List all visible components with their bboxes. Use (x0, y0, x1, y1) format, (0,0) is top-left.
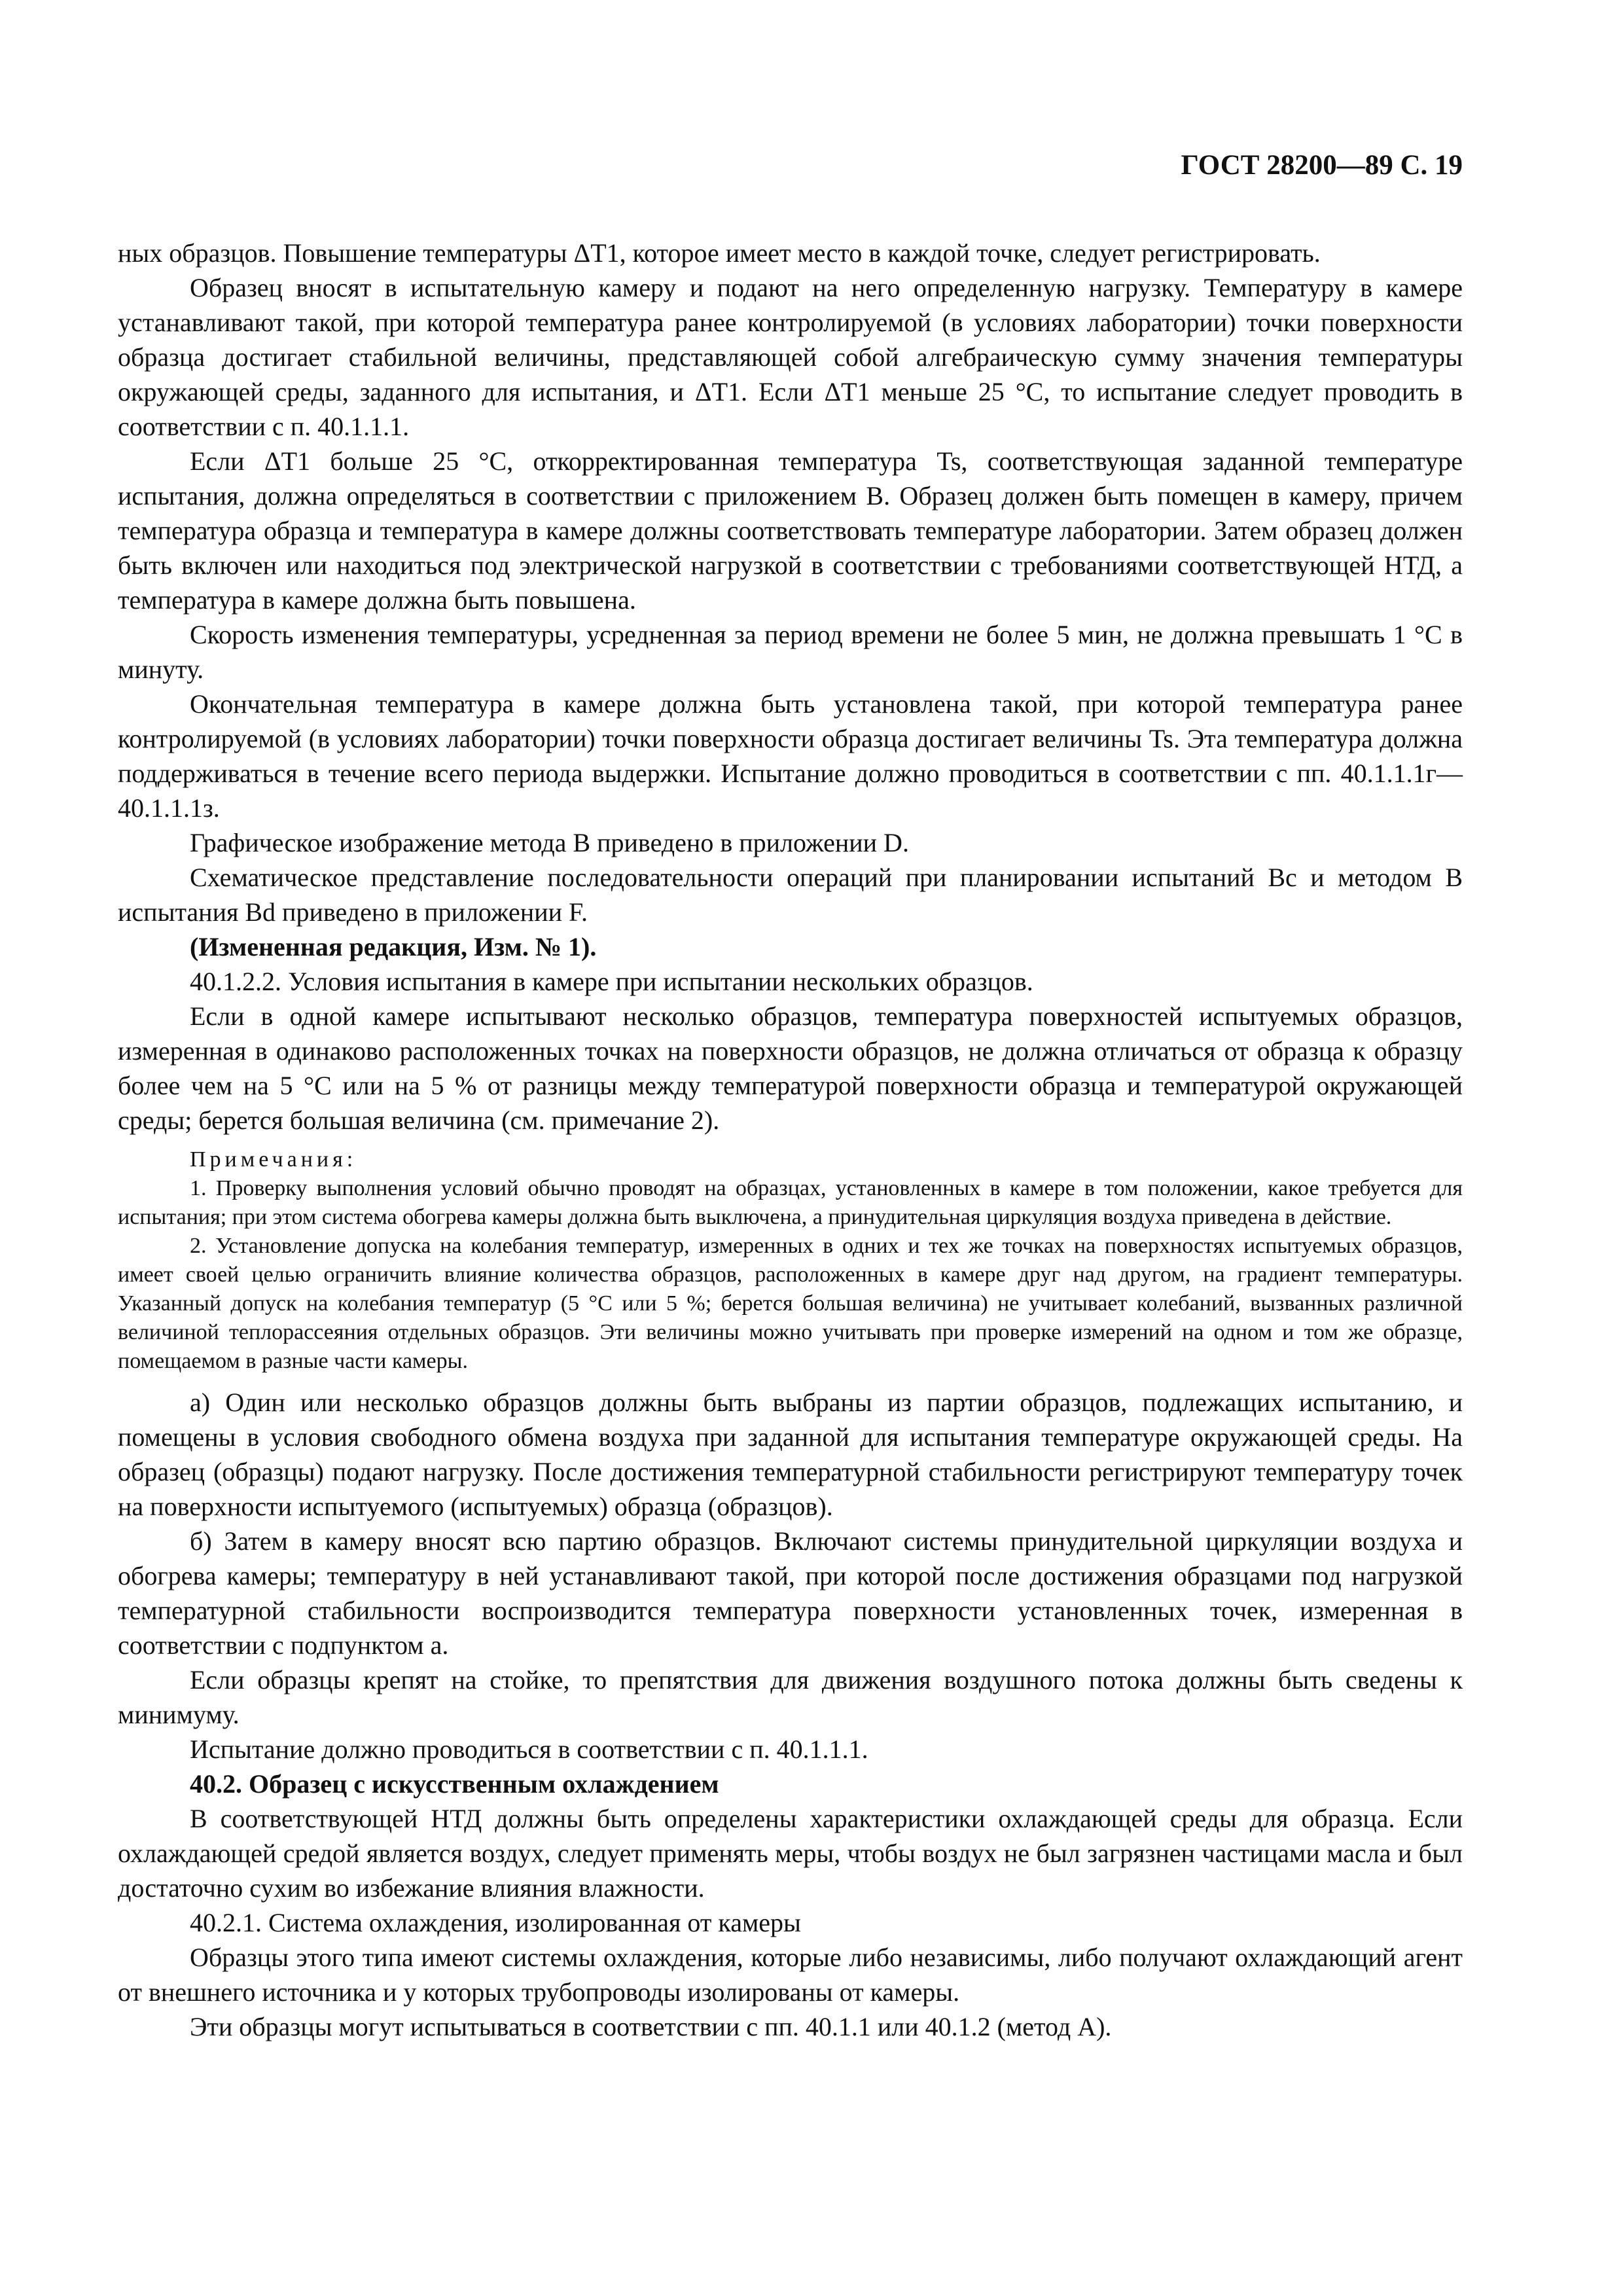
body-text (118, 236, 1463, 2044)
section-heading: 40.2. Образец с искусственным охлаждением (190, 1769, 719, 1799)
paragraph: Если в одной камере испытывают несколько образцов, температура поверхностей испытуемых образцов, измеренная в одинаково расположенных точках на поверхности образцов, не должна отличаться от образца к образцу более чем на 5 °С или на 5 % от разницы между температурой поверхности образца и температурой окружающей среды; берется большая величина (см. примечание 2). (118, 1001, 1463, 1135)
list-item: а) Один или несколько образцов должны быть выбраны из партии образцов, подлежащих испытанию, и помещены в условия свободного обмена воздуха при заданной для испытания температуре окружающей среды. На образец (образцы) подают нагрузку. После достижения температурной стабильности регистрируют температуру точек на поверхности испытуемого (испытуемых) образца (образцов). (118, 1388, 1463, 1521)
paragraph: Образец вносят в испытательную камеру и подают на него определенную нагрузку. Температуру в камере устанавливают такой, при которой температура ранее контролируемой (в условиях лаборатории) точки поверхности образца достигает стабильной величины, представляющей собой алгебраическую сумму значения температуры окружающей среды, заданного для испытания, и ΔT1. Если ΔT1 меньше 25 °С, то испытание следует проводить в соответствии с п. 40.1.1.1. (118, 273, 1463, 441)
paragraph: Если образцы крепят на стойке, то препятствия для движения воздушного потока должны быть сведены к минимуму. (118, 1665, 1463, 1729)
paragraph: Скорость изменения температуры, усредненная за период времени не более 5 мин, не должна превышать 1 °С в минуту. (118, 620, 1463, 684)
amendment-note: (Измененная редакция, Изм. № 1). (190, 932, 597, 961)
note-item: 2. Установление допуска на колебания температур, измеренных в одних и тех же точках на поверхностях испытуемых образцов, имеет своей целью ограничить влияние количества образцов, расположенных в камере друг над другом, на градиент температуры. Указанный допуск на колебания температур (5 °С или 5 %; берется большая величина) не учитывает колебаний, вызванных различной величиной теплорассеяния отдельных образцов. Эти величины можно учитывать при проверке измерений на одном и том же образце, помещаемом в разные части камеры. (118, 1234, 1463, 1373)
notes-block (118, 1145, 1463, 1376)
running-header: ГОСТ 28200—89 С. 19 (1181, 150, 1463, 181)
list-item: б) Затем в камеру вносят всю партию образцов. Включают системы принудительной циркуляции воздуха и обогрева камеры; температуру в ней устанавливают такой, при которой после достижения образцами под нагрузкой температурной стабильности воспроизводится температура поверхности установленных точек, измеренная в соответствии с подпунктом а. (118, 1526, 1463, 1660)
paragraph: Схематическое представление последовательности операций при планировании испытаний Вс и методом В испытания Bd приведено в приложении F. (118, 863, 1463, 927)
notes-title: Примечания: (190, 1147, 357, 1172)
paragraph: Образцы этого типа имеют системы охлаждения, которые либо независимы, либо получают охлаждающий агент от внешнего источника и у которых трубопроводы изолированы от камеры. (118, 1943, 1463, 2007)
paragraph: В соответствующей НТД должны быть определены характеристики охлаждающей среды для образца. Если охлаждающей средой является воздух, следует применять меры, чтобы воздух не был загрязнен частицами масла и был достаточно сухим во избежание влияния влажности. (118, 1804, 1463, 1903)
note-item: 1. Проверку выполнения условий обычно проводят на образцах, установленных в камере в том положении, какое требуется для испытания; при этом система обогрева камеры должна быть выключена, а принудительная циркуляция воздуха приведена в действие. (118, 1176, 1463, 1229)
paragraph: Эти образцы могут испытываться в соответствии с пп. 40.1.1 или 40.1.2 (метод А). (190, 2012, 1112, 2041)
paragraph: Графическое изображение метода В приведено в приложении D. (190, 828, 909, 857)
paragraph: Окончательная температура в камере должна быть установлена такой, при которой температура ранее контролируемой (в условиях лаборатории) точки поверхности образца достигает величины Ts. Эта температура должна поддерживаться в течение всего периода выдержки. Испытание должно проводиться в соответствии с пп. 40.1.1.1г—40.1.1.1з. (118, 689, 1463, 823)
clause-heading: 40.2.1. Система охлаждения, изолированная от камеры (190, 1908, 801, 1937)
paragraph: ных образцов. Повышение температуры ΔT1, которое имеет место в каждой точке, следует регистрировать. (118, 238, 1321, 268)
paragraph: Если ΔT1 больше 25 °С, откорректированная температура Ts, соответствующая заданной температуре испытания, должна определяться в соответствии с приложением В. Образец должен быть помещен в камеру, причем температура образца и температура в камере должны соответствовать температуре лаборатории. Затем образец должен быть включен или находиться под электрической нагрузкой в соответствии с требованиями соответствующей НТД, а температура в камере должна быть повышена. (118, 446, 1463, 615)
paragraph: Испытание должно проводиться в соответствии с п. 40.1.1.1. (190, 1734, 868, 1764)
clause-heading: 40.1.2.2. Условия испытания в камере при испытании нескольких образцов. (190, 967, 1033, 996)
